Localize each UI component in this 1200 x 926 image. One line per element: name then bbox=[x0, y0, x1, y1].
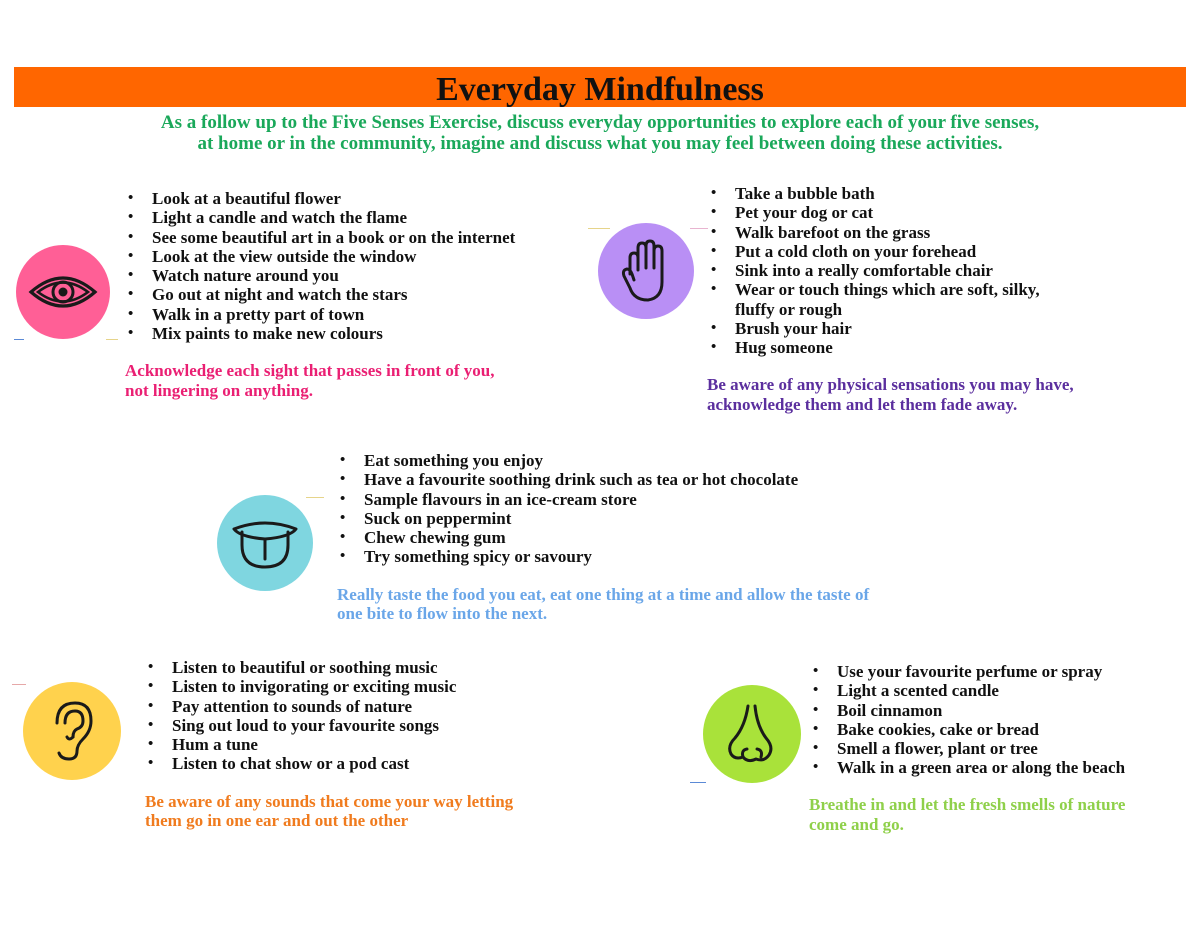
nose-icon bbox=[721, 702, 783, 766]
list-item: • Use your favourite perfume or spray bbox=[837, 662, 1125, 681]
list-item: • Light a scented candle bbox=[837, 681, 1125, 700]
sight-note bbox=[125, 361, 494, 401]
taste-activity-list bbox=[336, 451, 798, 567]
list-item: • Hug someone bbox=[735, 338, 1040, 357]
list-item: • Look at a beautiful flower bbox=[152, 189, 515, 208]
taste-note bbox=[337, 585, 869, 623]
note-line: Acknowledge each sight that passes in front of you, bbox=[125, 361, 495, 380]
hand-icon bbox=[618, 238, 674, 304]
hearing-note bbox=[145, 792, 513, 830]
list-item: • Listen to invigorating or exciting music bbox=[172, 677, 456, 696]
list-item: • Listen to beautiful or soothing music bbox=[172, 658, 456, 677]
taste-badge bbox=[217, 495, 313, 591]
subtitle-line: at home or in the community, imagine and discuss what you may feel between doing these activities. bbox=[197, 133, 1003, 154]
list-item bbox=[735, 280, 1040, 319]
list-item: • Smell a flower, plant or tree bbox=[837, 739, 1125, 758]
item-text: • Wear or touch things which are soft, silky, bbox=[735, 280, 1040, 300]
smell-badge bbox=[703, 685, 801, 783]
decorative-line bbox=[306, 497, 324, 498]
list-item: • Have a favourite soothing drink such as tea or hot chocolate bbox=[364, 470, 798, 489]
decorative-line bbox=[14, 339, 24, 340]
list-item: • Sing out loud to your favourite songs bbox=[172, 716, 456, 735]
list-item: • Bake cookies, cake or bread bbox=[837, 720, 1125, 739]
page-title: Everyday Mindfulness bbox=[436, 71, 764, 108]
decorative-line bbox=[690, 228, 708, 229]
list-item: • See some beautiful art in a book or on the internet bbox=[152, 228, 515, 247]
list-item: • Pet your dog or cat bbox=[735, 203, 1040, 222]
list-item: • Walk in a green area or along the beach bbox=[837, 758, 1125, 777]
list-item: • Look at the view outside the window bbox=[152, 247, 515, 266]
smell-activity-list bbox=[809, 662, 1125, 778]
note-line: Be aware of any sounds that come your way letting bbox=[145, 792, 514, 811]
list-item: • Go out at night and watch the stars bbox=[152, 285, 515, 304]
note-line: come and go. bbox=[809, 815, 904, 834]
list-item: • Listen to chat show or a pod cast bbox=[172, 754, 456, 773]
note-line: Really taste the food you eat, eat one thing at a time and allow the taste of bbox=[337, 585, 870, 604]
decorative-line bbox=[690, 782, 706, 783]
page-subtitle bbox=[60, 112, 1140, 154]
note-line: Be aware of any physical sensations you may have, bbox=[707, 375, 1074, 394]
note-line: them go in one ear and out the other bbox=[145, 811, 409, 830]
note-line: acknowledge them and let them fade away. bbox=[707, 395, 1018, 414]
touch-note bbox=[707, 375, 1074, 415]
decorative-line bbox=[106, 339, 118, 340]
decorative-line bbox=[588, 228, 610, 229]
list-item: • Sample flavours in an ice-cream store bbox=[364, 490, 798, 509]
touch-activity-list bbox=[707, 184, 1040, 358]
sight-badge bbox=[16, 245, 110, 339]
note-line: one bite to flow into the next. bbox=[337, 604, 548, 623]
note-line: not lingering on anything. bbox=[125, 381, 313, 400]
decorative-line bbox=[12, 684, 26, 685]
subtitle-line: As a follow up to the Five Senses Exercise, discuss everyday opportunities to explore each of your five senses, bbox=[160, 112, 1040, 133]
list-item: • Brush your hair bbox=[735, 319, 1040, 338]
list-item: • Hum a tune bbox=[172, 735, 456, 754]
smell-note bbox=[809, 795, 1125, 835]
item-text-continuation: fluffy or rough bbox=[735, 299, 843, 319]
sight-activity-list bbox=[124, 189, 515, 343]
hearing-activity-list bbox=[144, 658, 456, 774]
hearing-badge bbox=[23, 682, 121, 780]
eye-icon bbox=[28, 270, 98, 314]
list-item: • Suck on peppermint bbox=[364, 509, 798, 528]
note-line: Breathe in and let the fresh smells of nature bbox=[809, 795, 1126, 814]
list-item: • Light a candle and watch the flame bbox=[152, 208, 515, 227]
list-item: • Walk in a pretty part of town bbox=[152, 305, 515, 324]
list-item: • Chew chewing gum bbox=[364, 528, 798, 547]
list-item: • Sink into a really comfortable chair bbox=[735, 261, 1040, 280]
touch-badge bbox=[598, 223, 694, 319]
list-item: • Put a cold cloth on your forehead bbox=[735, 242, 1040, 261]
list-item: • Mix paints to make new colours bbox=[152, 324, 515, 343]
ear-icon bbox=[49, 699, 95, 763]
list-item: • Try something spicy or savoury bbox=[364, 547, 798, 566]
list-item: • Watch nature around you bbox=[152, 266, 515, 285]
tongue-icon bbox=[230, 515, 300, 571]
list-item: • Walk barefoot on the grass bbox=[735, 223, 1040, 242]
list-item: • Boil cinnamon bbox=[837, 701, 1125, 720]
list-item: • Eat something you enjoy bbox=[364, 451, 798, 470]
list-item: • Pay attention to sounds of nature bbox=[172, 697, 456, 716]
list-item: • Take a bubble bath bbox=[735, 184, 1040, 203]
